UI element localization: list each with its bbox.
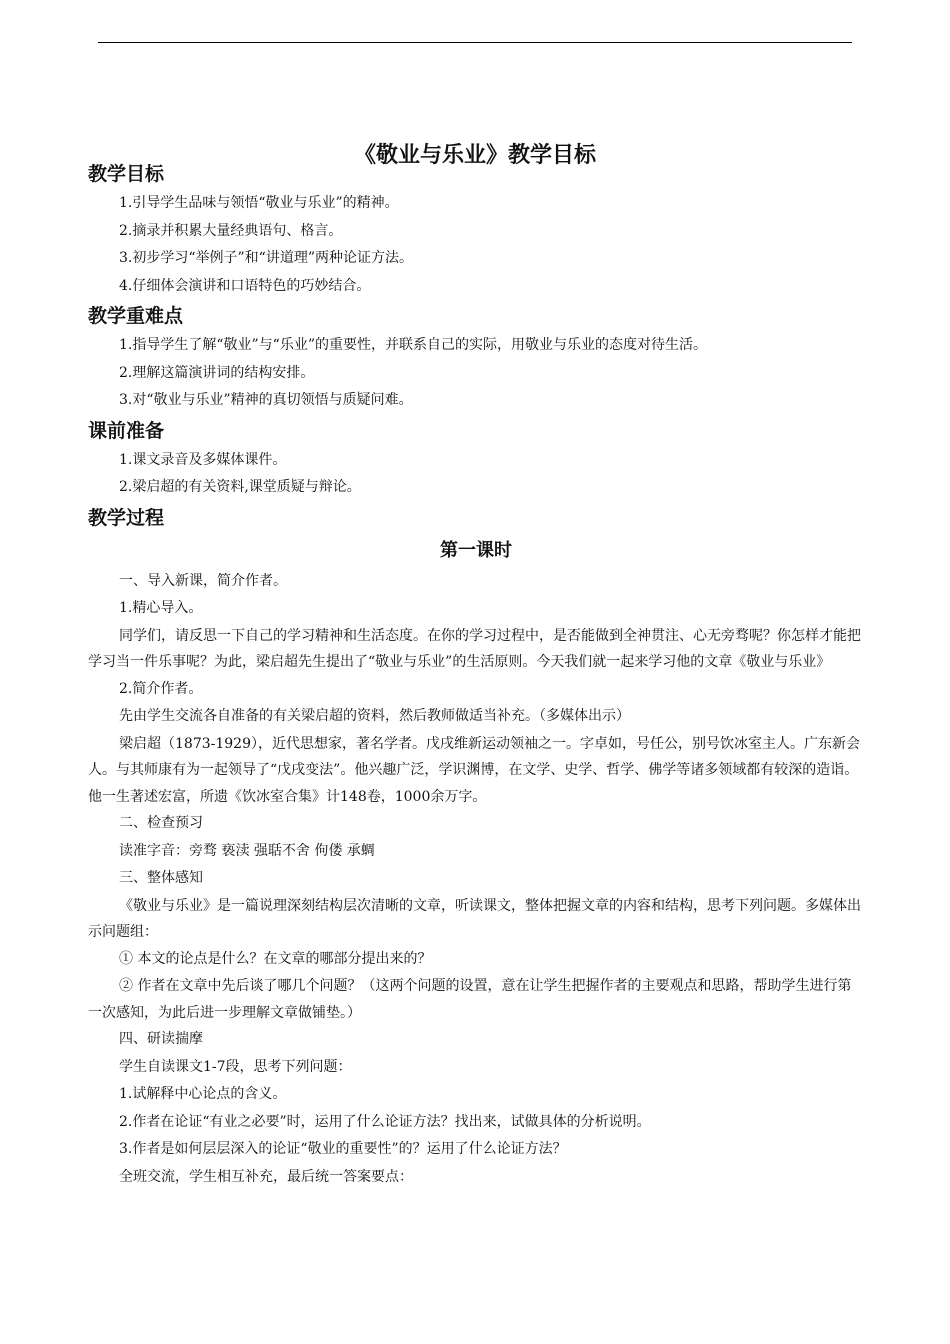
process-paragraph: 四、研读揣摩 — [119, 1031, 203, 1047]
objective-item: 2.摘录并积累大量经典语句、格言。 — [119, 222, 343, 239]
objective-item: 3.初步学习“举例子”和“讲道理”两种论证方法。 — [119, 250, 413, 266]
process-paragraph: ② 作者在文章中先后谈了哪几个问题？（这两个问题的设置，意在让学生把握作者的主要观点和思路，帮助学生进行第一次感知，为此后进一步理解文章做铺垫。） — [88, 978, 852, 1021]
process-paragraph: 全班交流，学生相互补充，最后统一答案要点： — [119, 1168, 413, 1185]
preparation-item: 2.梁启超的有关资料,课堂质疑与辩论。 — [119, 479, 361, 495]
process-paragraph: 梁启超（1873-1929），近代思想家，著名学者。戊戌维新运动领袖之一。字卓如，号任公，别号饮冰室主人。广东新会人。与其师康有为一起领导了“戊戌变法”。他兴趣广泛，学识渊博，在文学、史学、哲学、佛学等诸多领域都有较深的造诣。他一生著述宏富，所遗《饮冰室合集》计148卷，1000余万字。 — [88, 735, 860, 805]
process-paragraph: 读准字音：旁骛 亵渎 强聒不舍 佝偻 承蜩 — [119, 842, 375, 859]
process-paragraph: 3.作者是如何层层深入的论证“敬业的重要性”的？运用了什么论证方法？ — [119, 1141, 567, 1157]
process-paragraph: 1.精心导入。 — [119, 600, 203, 616]
process-paragraph: 2.作者在论证“有业之必要”时，运用了什么论证方法？找出来，试做具体的分析说明。 — [119, 1113, 651, 1130]
lesson-title: 第一课时 — [440, 539, 512, 561]
process-paragraph: 二、检查预习 — [119, 815, 203, 831]
section-heading-process: 教学过程 — [88, 506, 165, 529]
process-paragraph: 学生自读课文1-7段，思考下列问题： — [119, 1058, 352, 1075]
process-paragraph: 1.试解释中心论点的含义。 — [119, 1086, 287, 1102]
header-rule — [98, 42, 852, 43]
key-point-item: 2.理解这篇演讲词的结构安排。 — [119, 364, 315, 381]
document-title: 《敬业与乐业》教学目标 — [353, 142, 596, 168]
section-heading-key-points: 教学重难点 — [88, 305, 184, 327]
key-point-item: 1.指导学生了解“敬业”与“乐业”的重要性，并联系自己的实际，用敬业与乐业的态度对待生活。 — [119, 337, 707, 353]
objective-item: 1.引导学生品味与领悟“敬业与乐业”的精神。 — [119, 195, 399, 211]
preparation-item: 1.课文录音及多媒体课件。 — [119, 451, 287, 468]
section-heading-objectives: 教学目标 — [88, 163, 165, 185]
document-body — [88, 158, 864, 1191]
key-point-item: 3.对“敬业与乐业”精神的真切领悟与质疑问难。 — [119, 392, 413, 408]
process-paragraph: 先由学生交流各自准备的有关梁启超的资料，然后教师做适当补充。（多媒体出示） — [119, 708, 630, 724]
process-paragraph: 同学们，请反思一下自己的学习精神和生活态度。在你的学习过程中，是否能做到全神贯注、心无旁骛呢？你怎样才能把学习当一件乐事呢？为此，梁启超先生提出了“敬业与乐业”的生活原则。今天我们就一起来学习他的文章《敬业与乐业》 — [88, 627, 861, 670]
objective-item: 4.仔细体会演讲和口语特色的巧妙结合。 — [119, 277, 371, 294]
process-paragraph: 一、导入新课，简介作者。 — [119, 572, 287, 589]
section-heading-preparation: 课前准备 — [88, 419, 165, 442]
process-paragraph: 2.简介作者。 — [119, 680, 203, 697]
process-paragraph: 三、整体感知 — [119, 870, 203, 886]
process-paragraph: ① 本文的论点是什么？在文章的哪部分提出来的？ — [119, 950, 432, 967]
process-paragraph: 《敬业与乐业》是一篇说理深刻结构层次清晰的文章，听读课文，整体把握文章的内容和结构，思考下列问题。多媒体出示问题组： — [88, 897, 861, 940]
